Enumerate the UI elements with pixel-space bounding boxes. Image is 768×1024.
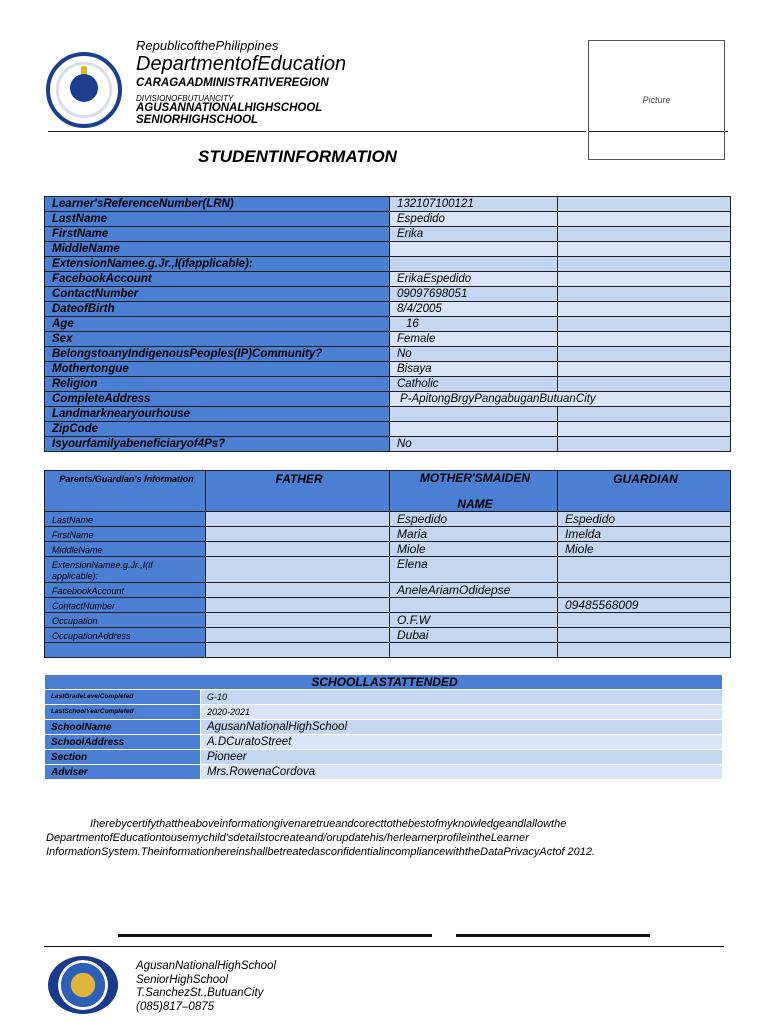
parents-row [45,512,731,527]
student-field-label: ContactNumber [45,287,390,302]
student-field-value[interactable]: No [390,437,558,452]
student-field-label: Mothertongue [45,362,390,377]
guardian-value[interactable] [558,613,731,628]
mother-value[interactable] [390,643,558,658]
student-field-label: Sex [45,332,390,347]
student-field-label: Isyourfamilyabeneficiaryof4Ps? [45,437,390,452]
parents-row [45,628,731,643]
student-extra-cell[interactable] [558,362,731,377]
signature-line-right[interactable] [456,934,650,937]
student-field-label: DateofBirth [45,302,390,317]
father-value[interactable] [206,643,390,658]
footer-address: T.SanchezSt.,ButuanCity [136,987,264,999]
school-field-value[interactable]: 2020-2021 [201,705,723,720]
student-field-value[interactable]: Female [390,332,558,347]
school-row [45,690,723,705]
father-value[interactable] [206,512,390,527]
school-field-value[interactable]: Mrs.RowenaCordova [201,765,723,780]
parents-field-label [45,643,206,658]
footer-rule [44,946,724,947]
father-value[interactable] [206,557,390,583]
guardian-value[interactable]: Miole [558,542,731,557]
mother-header [390,471,558,512]
student-field-label: ExtensionNamee.g.Jr.,I(ifapplicable): [45,257,390,272]
parents-field-label: LastName [45,512,206,527]
father-value[interactable] [206,542,390,557]
parents-header-row [45,471,731,512]
deped-seal-icon [46,52,122,128]
footer-school: AgusanNationalHighSchool [136,960,277,972]
father-value[interactable] [206,583,390,598]
parents-field-label: FirstName [45,527,206,542]
student-field-value[interactable] [390,257,558,272]
school-row [45,705,723,720]
mother-value[interactable]: Elena [390,557,558,583]
student-row [45,257,731,272]
student-extra-cell[interactable] [558,407,731,422]
parents-row [45,557,731,583]
student-field-value[interactable] [390,422,558,437]
student-row [45,197,731,212]
student-extra-cell[interactable] [558,227,731,242]
school-field-label: SchoolAddress [45,735,201,750]
republic-text: RepublicofthePhilippines [136,38,279,53]
school-table [44,674,723,780]
student-field-value[interactable]: 16 [390,317,558,332]
student-extra-cell[interactable] [558,332,731,347]
student-row [45,302,731,317]
student-field-value[interactable]: Espedido [390,212,558,227]
student-row [45,347,731,362]
mother-header-line2: NAME [457,497,493,511]
school-row [45,750,723,765]
guardian-value[interactable]: Imelda [558,527,731,542]
student-row [45,242,731,257]
student-field-value[interactable]: ErikaEspedido [390,272,558,287]
student-row [45,392,731,407]
parents-field-label: ContactNumber [45,598,206,613]
student-row [45,437,731,452]
student-field-value[interactable]: No [390,347,558,362]
guardian-value[interactable] [558,557,731,583]
mother-value[interactable]: Maria [390,527,558,542]
student-row [45,212,731,227]
student-row [45,332,731,347]
mother-value[interactable]: Miole [390,542,558,557]
student-row [45,317,731,332]
student-extra-cell[interactable] [558,302,731,317]
student-field-value[interactable] [390,407,558,422]
mother-value[interactable]: Espedido [390,512,558,527]
division-text: DIVISIONOFBUTUANCITY [136,94,234,103]
school-field-value[interactable]: Pioneer [201,750,723,765]
student-row [45,272,731,287]
student-row [45,362,731,377]
school-header: SCHOOLLASTATTENDED [45,675,723,690]
school-row [45,720,723,735]
guardian-value[interactable] [558,583,731,598]
school-field-value[interactable]: G-10 [201,690,723,705]
father-value[interactable] [206,628,390,643]
mother-value[interactable]: Dubai [390,628,558,643]
school-text: AGUSANNATIONALHIGHSCHOOL [136,102,323,114]
certification-text [46,817,706,859]
father-value[interactable] [206,527,390,542]
department-title: DepartmentofEducation [136,53,347,75]
student-field-value[interactable]: 8/4/2005 [390,302,558,317]
school-field-label: Section [45,750,201,765]
footer-level: SeniorHighSchool [136,973,229,986]
guardian-value[interactable]: Espedido [558,512,731,527]
parents-header-label: Parents/Guardian's Information [45,471,206,512]
parents-field-label: MiddleName [45,542,206,557]
footer-phone: (085)817–0875 [136,1000,215,1013]
mother-header-line1: MOTHER'SMAIDEN [419,471,531,485]
school-field-label: SchoolName [45,720,201,735]
student-field-value[interactable]: Bisaya [390,362,558,377]
student-field-label: MiddleName [45,242,390,257]
student-extra-cell[interactable] [558,257,731,272]
region-text: CARAGAADMINISTRATIVEREGION [136,77,329,89]
school-field-value[interactable]: A.DCuratoStreet [201,735,723,750]
student-field-value[interactable]: 132107100121 [390,197,558,212]
certification-line2: DepartmentofEducationtousemychild'sdetailstocreateand/orupdatehis/herlearnerprofileintheLearner [46,832,529,844]
guardian-header: GUARDIAN [558,471,731,512]
parents-field-label: ExtensionNamee.g.Jr.,I(if applicable): [45,557,206,583]
school-seal-icon [48,956,118,1014]
school-row [45,765,723,780]
certification-line3: InformationSystem.TheinformationhereinshallbetreatedasconfidentialincompliancewiththeDataPrivacyActof 2012. [46,846,596,858]
student-extra-cell[interactable] [558,437,731,452]
father-value[interactable] [206,598,390,613]
footer [136,960,276,1014]
student-extra-cell[interactable] [558,377,731,392]
student-extra-cell[interactable] [558,347,731,362]
student-field-value[interactable] [390,242,558,257]
level-text: SENIORHIGHSCHOOL [136,114,259,126]
parents-field-label: Occupation [45,613,206,628]
student-extra-cell[interactable] [558,197,731,212]
school-field-label: LastSchoolYearCompleted [45,705,201,720]
signature-line-left[interactable] [118,934,432,937]
student-field-label: FacebookAccount [45,272,390,287]
parents-table [44,470,731,658]
picture-box[interactable] [588,40,725,160]
mother-value[interactable]: O.F.W [390,613,558,628]
student-field-label: ZipCode [45,422,390,437]
parents-row [45,613,731,628]
student-extra-cell[interactable] [558,287,731,302]
parents-row [45,598,731,613]
student-extra-cell[interactable] [558,317,731,332]
school-field-label: Adviser [45,765,201,780]
parents-row [45,542,731,557]
mother-value[interactable]: AneleAriamOdidepse [390,583,558,598]
school-row [45,735,723,750]
student-field-value[interactable]: 09097698051 [390,287,558,302]
student-field-label: FirstName [45,227,390,242]
student-extra-cell[interactable] [558,212,731,227]
school-field-label: LastGradeLevelCompleted [45,690,201,705]
student-extra-cell[interactable] [558,242,731,257]
student-field-label: Landmarknearyourhouse [45,407,390,422]
parents-field-label: FacebookAccount [45,583,206,598]
parents-row [45,583,731,598]
student-row [45,377,731,392]
student-field-value[interactable]: Catholic [390,377,558,392]
guardian-value[interactable] [558,628,731,643]
student-row [45,422,731,437]
father-value[interactable] [206,613,390,628]
student-field-label: CompleteAddress [45,392,390,407]
student-row [45,227,731,242]
student-field-label: Religion [45,377,390,392]
parents-field-label: OccupationAddress [45,628,206,643]
page-title: STUDENTINFORMATION [198,147,397,166]
header-rule [48,131,586,132]
student-field-value[interactable]: Erika [390,227,558,242]
student-info-table [44,196,731,452]
parents-row [45,527,731,542]
picture-label: Picture [642,95,671,105]
seal-center [70,74,98,102]
guardian-value[interactable]: 09485568009 [558,598,731,613]
school-field-value[interactable]: AgusanNationalHighSchool [201,720,723,735]
student-field-label: Age [45,317,390,332]
student-field-label: BelongstoanyIndigenousPeoples(IP)Community? [45,347,390,362]
guardian-value[interactable] [558,643,731,658]
student-row [45,407,731,422]
student-field-value[interactable]: P-ApitongBrgyPangabuganButuanCity [390,392,731,407]
student-field-label: Learner'sReferenceNumber(LRN) [45,197,390,212]
student-extra-cell[interactable] [558,272,731,287]
mother-value[interactable] [390,598,558,613]
father-header: FATHER [206,471,390,512]
certification-line1: Iherebycertifythattheaboveinformationgivenaretrueandcorecttothebestofmyknowledgeandlallowthe [90,818,567,830]
student-extra-cell[interactable] [558,422,731,437]
student-field-label: LastName [45,212,390,227]
student-row [45,287,731,302]
parents-row [45,643,731,658]
